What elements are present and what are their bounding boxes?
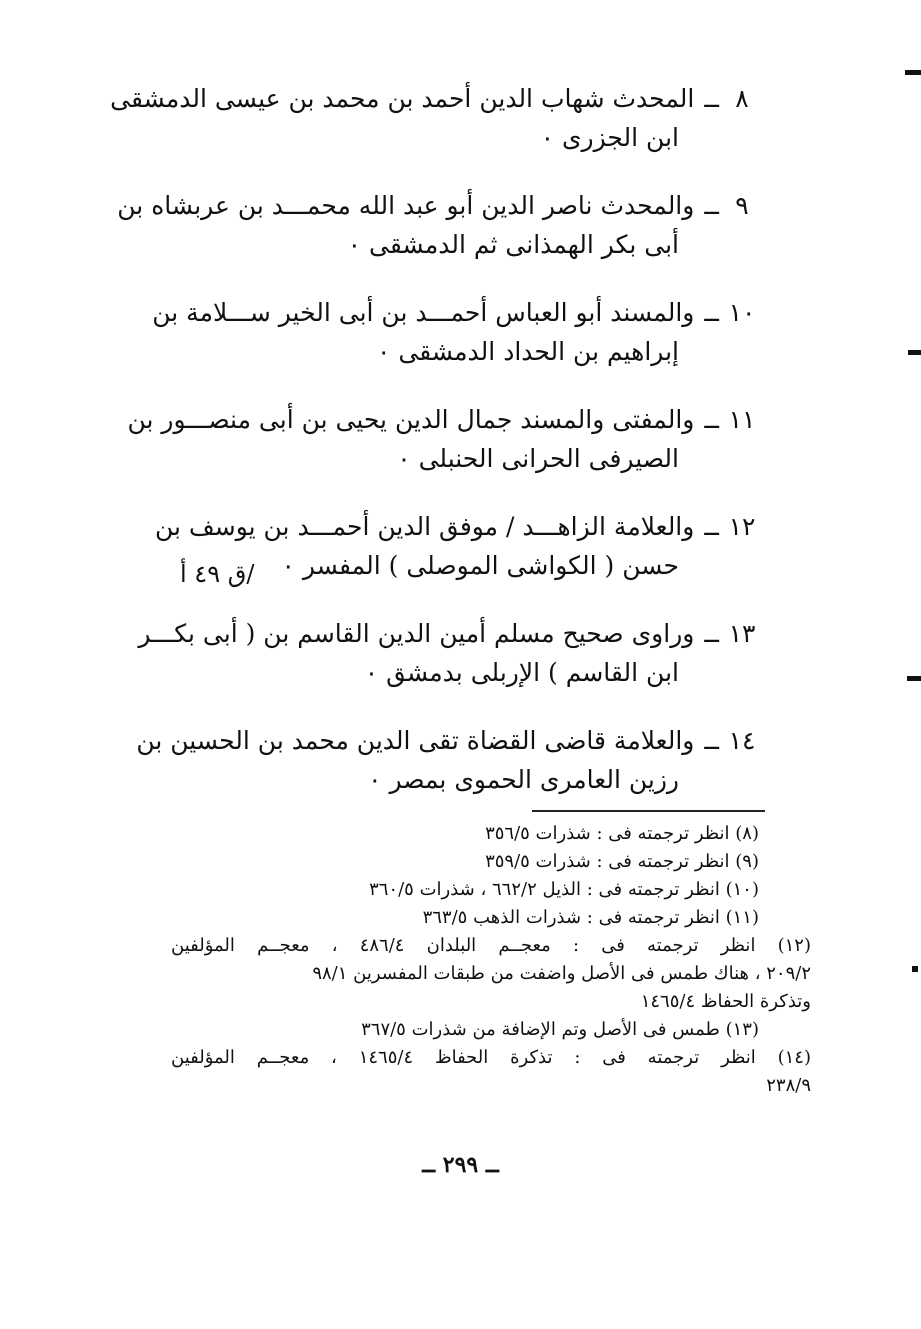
- entry-number: ١٤: [728, 725, 756, 755]
- entry-first-line: [110, 78, 761, 118]
- scan-mark: [908, 350, 921, 355]
- entry-text: المحدث شهاب الدين أحمد بن محمد بن عيسى الدمشقى: [110, 83, 695, 113]
- folio-marker: /ق ٤٩ أ: [180, 560, 255, 588]
- entry-continuation: ابن الجزرى ٠: [540, 123, 679, 152]
- entry: [136, 720, 761, 800]
- entry-continuation: إبراهيم بن الحداد الدمشقى ٠: [377, 337, 679, 366]
- entry-dash: ــ: [704, 618, 719, 648]
- entry-continuation: أبى بكر الهمذانى ثم الدمشقى ٠: [347, 230, 679, 259]
- entry-number: ١١: [728, 404, 756, 434]
- entry-first-line: [152, 292, 761, 332]
- entry: [138, 613, 761, 693]
- scan-mark: [905, 70, 921, 75]
- entry-dash: ــ: [704, 511, 719, 541]
- entry: [117, 185, 761, 265]
- scan-mark: [912, 966, 918, 972]
- entry-number: ١٠: [728, 297, 756, 327]
- footnote-line: ٢٣٨/٩: [766, 1075, 811, 1096]
- footnote-line: ٢٠٩/٢ ، هناك طمس فى الأصل واضفت من طبقات المفسرين ٩٨/١: [312, 963, 811, 984]
- entry-dash: ــ: [704, 190, 719, 220]
- entry-dash: ــ: [704, 297, 719, 327]
- entry-number: ١٢: [728, 511, 756, 541]
- footnote-line: (١٣) طمس فى الأصل وتم الإضافة من شذرات ٣٦٧/٥: [361, 1019, 759, 1040]
- entry-first-line: [138, 613, 761, 653]
- footnote-line: (١٠) انظر ترجمته فى : الذيل ٦٦٢/٢ ، شذرات ٣٦٠/٥: [369, 879, 759, 900]
- entry-text: والمحدث ناصر الدين أبو عبد الله محمـــد بن عربشاه بن: [117, 190, 695, 220]
- entry-text: والمفتى والمسند جمال الدين يحيى بن أبى منصـــور بن: [127, 404, 695, 434]
- entry-number: ٨: [735, 83, 749, 113]
- entry: [152, 292, 761, 372]
- entry: [110, 78, 761, 158]
- entry-dash: ــ: [704, 404, 719, 434]
- entry: [127, 399, 761, 479]
- entry-number: ١٣: [728, 618, 756, 648]
- entry-dash: ــ: [704, 83, 719, 113]
- scan-mark: [907, 676, 921, 681]
- entry-first-line: [127, 399, 761, 439]
- footnote-line: وتذكرة الحفاظ ١٤٦٥/٤: [640, 991, 811, 1012]
- entry-number: ٩: [735, 190, 749, 220]
- entry-text: والعلامة قاضى القضاة تقى الدين محمد بن الحسين بن: [136, 725, 695, 755]
- entry-first-line: [117, 185, 761, 225]
- entry-continuation: حسن ( الكواشى الموصلى ) المفسر ٠: [281, 551, 679, 580]
- entry-continuation: الصيرفى الحرانى الحنبلى ٠: [397, 444, 679, 473]
- footnote-line: (٨) انظر ترجمته فى : شذرات ٣٥٦/٥: [485, 823, 759, 844]
- entry-continuation: رزين العامرى الحموى بمصر ٠: [368, 765, 679, 794]
- entry-text: والمسند أبو العباس أحمـــد بن أبى الخير ســـلامة بن: [152, 297, 695, 327]
- entry-first-line: [136, 720, 761, 760]
- footnote-line: (١١) انظر ترجمته فى : شذرات الذهب ٣٦٣/٥: [422, 907, 759, 928]
- page-number: ــ ٢٩٩ ــ: [422, 1152, 499, 1178]
- entry-first-line: [154, 506, 761, 546]
- entry-continuation: ابن القاسم ) الإربلى بدمشق ٠: [364, 658, 679, 687]
- footnote-separator: [532, 810, 765, 812]
- footnote-line: (١٤) انظر ترجمته فى : تذكرة الحفاظ ١٤٦٥/٤ ، معجــم المؤلفين: [171, 1047, 812, 1068]
- footnote-line: (١٢) انظر ترجمته فى : معجــم البلدان ٤٨٦/٤ ، معجــم المؤلفين: [171, 935, 812, 956]
- entry-dash: ــ: [704, 725, 719, 755]
- footnote-line: (٩) انظر ترجمته فى : شذرات ٣٥٩/٥: [485, 851, 759, 872]
- footnotes: [171, 820, 811, 1100]
- entry-text: والعلامة الزاهـــد / موفق الدين أحمـــد بن يوسف بن: [154, 511, 695, 541]
- entry-text: وراوى صحيح مسلم أمين الدين القاسم بن ( أبى بكـــر: [138, 618, 695, 648]
